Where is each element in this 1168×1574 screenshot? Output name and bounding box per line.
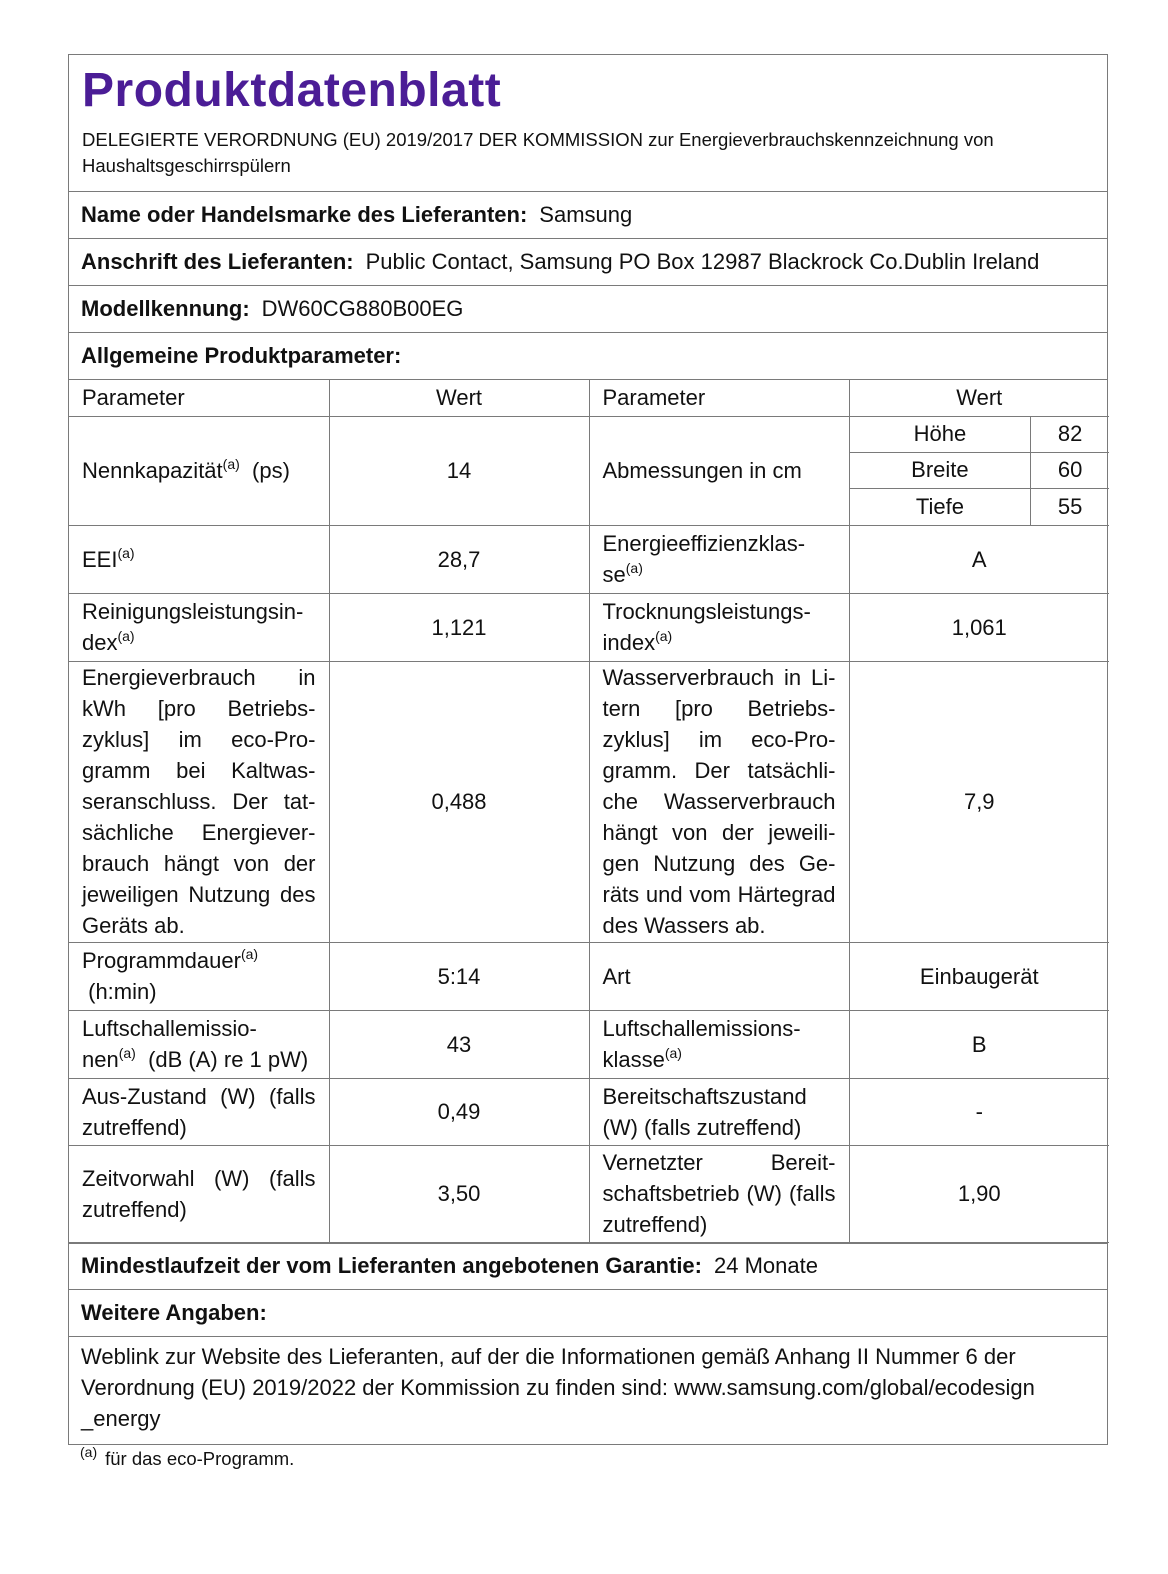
cleaning-index-label: Reinigungsleistungsin- dex$^{(a)}$: [69, 593, 329, 661]
energy-consumption-label: Energieverbrauch in kWh [pro Betriebszyklus] im eco-Programm bei Kaltwasseranschluss. Der tatsächliche Energieverbrauch hängt von der jeweiligen Nutzung des Geräts ab.: [69, 661, 329, 942]
warranty-value: 24 Monate: [714, 1253, 818, 1278]
further-info-header-row: [69, 1290, 1107, 1337]
cleaning-index-value: 1,121: [329, 593, 589, 661]
header-value-right: Wert: [849, 380, 1109, 416]
energy-class-label: Energieeffizienzklas- $se^{(a)}$: [589, 525, 849, 593]
capacity-value: 14: [329, 416, 589, 525]
eei-label: EEI$^{(a)}$: [69, 525, 329, 593]
supplier-address-value: Public Contact, Samsung PO Box 12987 Blackrock Co.Dublin Ireland: [365, 249, 1040, 274]
noise-class-label: Luftschallemissions- klasse$^{(a)}$: [589, 1010, 849, 1078]
off-mode-value: 0,49: [329, 1078, 589, 1145]
dim-depth-label: Tiefe: [850, 489, 1031, 525]
dim-depth-value: 55: [1031, 489, 1109, 525]
supplier-address-row: [69, 239, 1107, 286]
parameter-table: [69, 380, 1109, 1243]
dim-width-label: Breite: [850, 452, 1031, 488]
header-block: [69, 55, 1107, 192]
noise-value: 43: [329, 1010, 589, 1078]
water-consumption-value: 7,9: [849, 661, 1109, 942]
supplier-name-value: Samsung: [539, 202, 633, 227]
model-value: DW60CG880B00EG: [261, 296, 464, 321]
delay-start-label: Zeitvorwahl (W) (falls zutreffend): [69, 1145, 329, 1242]
footnote-text: für das eco-Programm.: [105, 1448, 295, 1469]
supplier-name-label: Name oder Handelsmarke des Lieferanten:: [81, 202, 528, 227]
energy-class-value: A: [849, 525, 1109, 593]
table-header-row: [69, 380, 1109, 416]
table-row: [69, 593, 1109, 661]
noise-label: Luftschallemissio- nen$^{(a)}$ (dB (A) re 1 pW): [69, 1010, 329, 1078]
header-value-left: Wert: [329, 380, 589, 416]
off-mode-label: Aus-Zustand (W) (falls zutreffend): [69, 1078, 329, 1145]
general-params-header-row: [69, 333, 1107, 380]
supplier-name-row: [69, 192, 1107, 239]
type-label: Art: [589, 942, 849, 1010]
regulation-subtitle: DELEGIERTE VERORDNUNG (EU) 2019/2017 DER KOMMISSION zur Energieverbrauchskennzeichnung von Haushaltsgeschirrspülern: [82, 129, 994, 176]
table-row: [69, 525, 1109, 593]
dimensions-cell: [849, 416, 1109, 525]
warranty-label: Mindestlaufzeit der vom Lieferanten angebotenen Garantie:: [81, 1253, 702, 1278]
product-datasheet: [68, 54, 1108, 1445]
eei-value: 28,7: [329, 525, 589, 593]
networked-standby-value: 1,90: [849, 1145, 1109, 1242]
networked-standby-label: Vernetzter Bereitschaftsbetrieb (W) (falls zutreffend): [589, 1145, 849, 1242]
weblink-text: Weblink zur Website des Lieferanten, auf der die Informationen gemäß Anhang II Nummer 6 der Verordnung (EU) 2019/2022 der Kommission zu finden sind: www.samsung.com/global/ecodesign _energy: [81, 1343, 1035, 1431]
general-params-header: Allgemeine Produktparameter:: [81, 343, 402, 368]
standby-label: Bereitschaftszustand (W) (falls zutreffend): [589, 1078, 849, 1145]
energy-consumption-value: 0,488: [329, 661, 589, 942]
table-row: [69, 942, 1109, 1010]
header-param-right: Parameter: [589, 380, 849, 416]
footnote: [80, 1444, 295, 1470]
water-consumption-label: Wasserverbrauch in Litern [pro Betriebszyklus] im eco-Programm. Der tatsächliche Wasserverbrauch hängt von der jeweiligen Nutzung des Geräts und vom Härtegrad des Wassers ab.: [589, 661, 849, 942]
duration-label: Programmdauer$^{(a)}$ (h:min): [69, 942, 329, 1010]
table-row: [69, 1078, 1109, 1145]
drying-index-label: Trocknungsleistungs- index$^{(a)}$: [589, 593, 849, 661]
dim-width-value: 60: [1031, 452, 1109, 488]
table-row: [69, 661, 1109, 942]
duration-value: 5:14: [329, 942, 589, 1010]
dim-height-label: Höhe: [850, 417, 1031, 453]
supplier-address-label: Anschrift des Lieferanten:: [81, 249, 354, 274]
delay-start-value: 3,50: [329, 1145, 589, 1242]
model-label: Modellkennung:: [81, 296, 250, 321]
table-row: [69, 1010, 1109, 1078]
footnote-mark: (a): [80, 1444, 98, 1460]
further-info-header: Weitere Angaben:: [81, 1299, 267, 1325]
header-param-left: Parameter: [69, 380, 329, 416]
page-title: Produktdatenblatt: [82, 64, 502, 117]
drying-index-value: 1,061: [849, 593, 1109, 661]
warranty-row: [69, 1243, 1107, 1290]
table-row: [69, 1145, 1109, 1242]
table-row: [69, 416, 1109, 525]
capacity-label: Nennkapazität$^{(a)}$ (ps): [69, 416, 329, 525]
model-row: [69, 286, 1107, 333]
dim-height-value: 82: [1031, 417, 1109, 453]
type-value: Einbaugerät: [849, 942, 1109, 1010]
noise-class-value: B: [849, 1010, 1109, 1078]
standby-value: -: [849, 1078, 1109, 1145]
dimensions-label: Abmessungen in cm: [589, 416, 849, 525]
dimensions-subtable: [850, 417, 1110, 525]
